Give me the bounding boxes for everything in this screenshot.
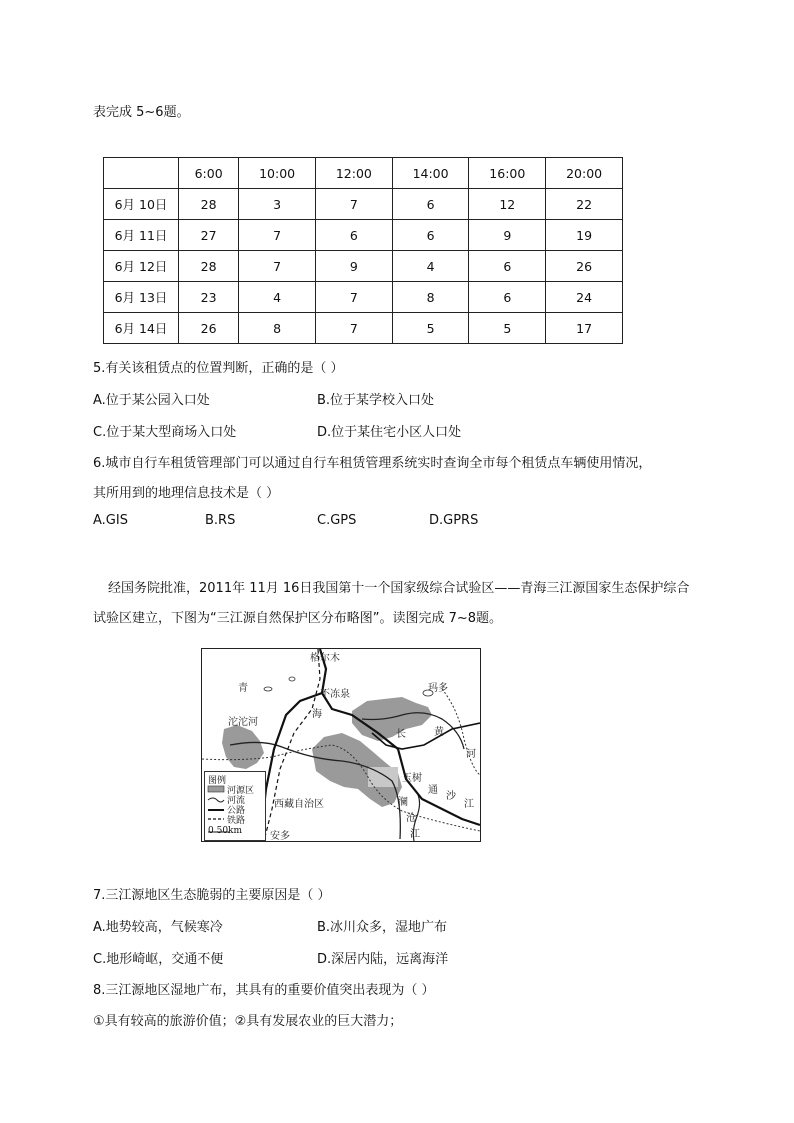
table-cell: 27 (179, 220, 239, 251)
table-row (104, 313, 623, 344)
label-huang: 黄 (434, 727, 444, 738)
label-yushu: 玉树 (402, 773, 422, 784)
legend-swatch-river (208, 798, 224, 802)
table-header-cell: 6:00 (179, 158, 239, 189)
row-label: 6月 12日 (104, 251, 179, 282)
legend-item-rail: 铁路 (227, 816, 246, 826)
q6-option-c[interactable]: C.GPS (317, 513, 357, 528)
legend-item-road: 公路 (227, 806, 246, 816)
table-row (104, 282, 623, 313)
q6-option-a[interactable]: A.GIS (93, 513, 128, 528)
table-row (104, 189, 623, 220)
table-cell: 5 (469, 313, 546, 344)
label-jiang1: 江 (464, 799, 474, 810)
legend-swatch-area (208, 786, 224, 792)
label-hai: 海 (312, 709, 322, 720)
q5-option-c[interactable]: C.位于某大型商场入口处 (93, 425, 237, 440)
label-maduo: 玛多 (428, 683, 448, 694)
q7-stem: 7.三江源地区生态脆弱的主要原因是（ ） (93, 888, 331, 903)
table-cell: 26 (179, 313, 239, 344)
label-tong: 通 (428, 785, 438, 796)
table-cell: 19 (546, 220, 623, 251)
table-cell: 17 (546, 313, 623, 344)
table-cell: 6 (392, 220, 469, 251)
legend-scale: 0 50km (208, 826, 243, 836)
intro-fragment: 表完成 5~6题。 (93, 105, 190, 120)
source-area-west (222, 725, 264, 769)
table-cell: 26 (546, 251, 623, 282)
table-cell: 8 (392, 282, 469, 313)
passage-line2: 试验区建立，下图为“三江源自然保护区分布略图”。读图完成 7~8题。 (93, 611, 503, 626)
q6-stem-line1: 6.城市自行车租赁管理部门可以通过自行车租赁管理系统实时查询全市每个租赁点车辆使用情况， (93, 456, 652, 471)
table-cell: 8 (239, 313, 316, 344)
table-row (104, 220, 623, 251)
table-cell: 9 (469, 220, 546, 251)
q5-option-d[interactable]: D.位于某住宅小区人口处 (317, 425, 462, 440)
label-budongquan: 不冻泉 (320, 689, 350, 700)
label-sha: 沙 (446, 791, 456, 802)
lake-mark (289, 677, 295, 681)
table-cell: 5 (392, 313, 469, 344)
table-cell: 6 (469, 282, 546, 313)
table-header-cell: 14:00 (392, 158, 469, 189)
label-lan: 澜 (398, 797, 408, 808)
q5-option-a[interactable]: A.位于某公园入口处 (93, 393, 210, 408)
label-changjiang-mark: 长 (396, 729, 406, 740)
legend-item-river: 河流 (227, 796, 246, 806)
table-cell: 4 (239, 282, 316, 313)
table-cell: 24 (546, 282, 623, 313)
label-he: 河 (466, 749, 476, 760)
label-qing: 青 (238, 683, 248, 694)
q7-option-a[interactable]: A.地势较高，气候寒冷 (93, 920, 223, 935)
passage-line1: 经国务院批准，2011年 11月 16日我国第十一个国家级综合试验区——青海三江源国家生态保护综合 (108, 581, 690, 596)
table-cell: 28 (179, 251, 239, 282)
q5-stem: 5.有关该租赁点的位置判断，正确的是（ ） (93, 361, 344, 376)
table-cell: 7 (315, 282, 392, 313)
lake-mark (264, 687, 272, 691)
q7-option-d[interactable]: D.深居内陆，远离海洋 (317, 952, 449, 967)
sanjiangyuan-map (201, 648, 481, 842)
table-cell: 3 (239, 189, 316, 220)
table-header-cell (104, 158, 179, 189)
table-cell: 7 (239, 251, 316, 282)
q7-option-b[interactable]: B.冰川众多，湿地广布 (317, 920, 448, 935)
row-label: 6月 10日 (104, 189, 179, 220)
q7-option-c[interactable]: C.地形崎岖，交通不便 (93, 952, 224, 967)
table-cell: 12 (469, 189, 546, 220)
table-cell: 6 (392, 189, 469, 220)
q8-line2: ①具有较高的旅游价值；②具有发展农业的巨大潜力； (93, 1014, 403, 1029)
label-geermu: 格尔木 (310, 653, 340, 664)
map-legend (204, 771, 266, 841)
table-cell: 22 (546, 189, 623, 220)
q6-option-b[interactable]: B.RS (205, 513, 236, 528)
legend-title: 图例 (208, 776, 227, 786)
table-cell: 28 (179, 189, 239, 220)
table-cell: 7 (239, 220, 316, 251)
table-header-cell: 20:00 (546, 158, 623, 189)
table-cell: 6 (469, 251, 546, 282)
table-cell: 7 (315, 189, 392, 220)
table-cell: 23 (179, 282, 239, 313)
table-header-cell: 10:00 (239, 158, 316, 189)
label-anduo: 安多 (270, 831, 290, 842)
row-label: 6月 11日 (104, 220, 179, 251)
railway-line (264, 649, 320, 841)
q8-stem: 8.三江源地区湿地广布，其具有的重要价值突出表现为（ ） (93, 983, 435, 998)
row-label: 6月 13日 (104, 282, 179, 313)
label-tuotuohe: 沱沱河 (228, 717, 258, 728)
label-jiang2: 江 (410, 829, 420, 840)
q6-option-d[interactable]: D.GPRS (429, 513, 479, 528)
table-header-row (104, 158, 623, 189)
rental-table (103, 157, 623, 344)
table-row (104, 251, 623, 282)
table-cell: 4 (392, 251, 469, 282)
label-xizang: 西藏自治区 (274, 799, 324, 810)
row-label: 6月 14日 (104, 313, 179, 344)
table-cell: 7 (315, 313, 392, 344)
q6-stem-line2: 其所用到的地理信息技术是（ ） (93, 486, 280, 501)
label-cang: 沧 (406, 813, 416, 824)
table-cell: 9 (315, 251, 392, 282)
table-cell: 6 (315, 220, 392, 251)
q5-option-b[interactable]: B.位于某学校入口处 (317, 393, 435, 408)
legend-item-area: 河源区 (227, 786, 255, 796)
table-header-cell: 16:00 (469, 158, 546, 189)
table-header-cell: 12:00 (315, 158, 392, 189)
